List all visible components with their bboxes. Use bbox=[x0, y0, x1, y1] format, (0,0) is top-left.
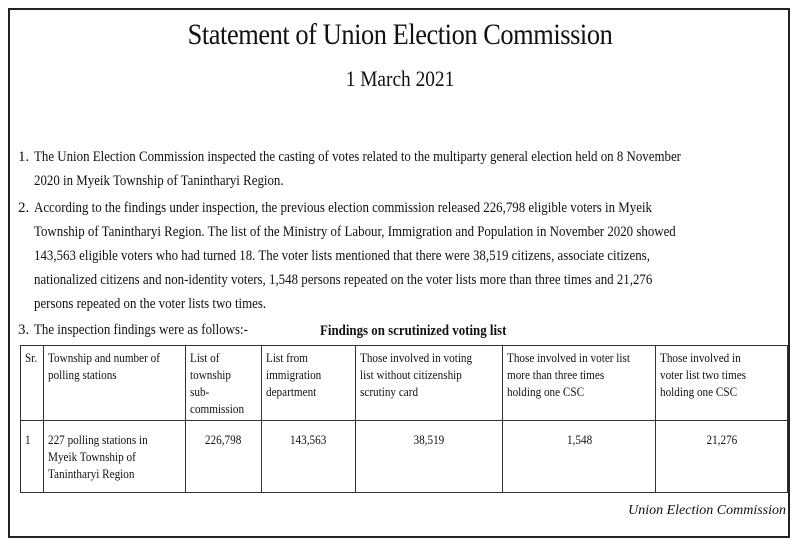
paragraph-1 bbox=[18, 145, 788, 193]
signature: Union Election Commission bbox=[628, 503, 786, 518]
header-immigration: List from immigration department bbox=[261, 346, 355, 421]
paragraph-text: According to the findings under inspection, the previous election commission released 226,798 eligible voters in Myeik Township of Tanintharyi Region. The list of the Ministry of Labour, Immigration and Population in November 2020 showed 143,563 eligible voters who had turned 18. The voter lists mentioned that there were 38,519 citizens, associate citizens, nationalized citizens and non-identity voters, 1,548 persons repeated on the voter lists more than three times and 21,276 persons repeated on the voter lists two times. bbox=[34, 200, 676, 312]
cell-sr: 1 bbox=[21, 421, 44, 493]
cell-two-times: 21,276 bbox=[656, 421, 788, 493]
header-sub-commission: List of township sub-commission bbox=[185, 346, 261, 421]
paragraph-number: 2. bbox=[18, 200, 30, 216]
header-sr: Sr. bbox=[21, 346, 44, 421]
cell-without-csc: 38,519 bbox=[355, 421, 503, 493]
paragraph-number: 1. bbox=[18, 149, 30, 165]
paragraph-number: 3. bbox=[18, 322, 30, 338]
table-row bbox=[21, 421, 788, 493]
cell-township: 227 polling stations in Myeik Township of Tanintharyi Region bbox=[44, 421, 186, 493]
header-without-csc: Those involved in voting list without citizenship scrutiny card bbox=[355, 346, 503, 421]
header-more-than-three: Those involved in voter list more than three times holding one CSC bbox=[503, 346, 656, 421]
paragraph-text: The Union Election Commission inspected the casting of votes related to the multiparty general election held on 8 November 2020 in Myeik Township of Tanintharyi Region. bbox=[34, 149, 681, 189]
cell-sub-commission: 226,798 bbox=[185, 421, 261, 493]
table-title: Findings on scrutinized voting list bbox=[320, 323, 507, 339]
paragraph-2 bbox=[18, 196, 788, 316]
cell-immigration: 143,563 bbox=[261, 421, 355, 493]
findings-table bbox=[20, 345, 788, 493]
statement-date: 1 March 2021 bbox=[345, 66, 455, 91]
paragraph-text: The inspection findings were as follows:- bbox=[34, 322, 248, 338]
cell-more-than-three: 1,548 bbox=[503, 421, 656, 493]
header-two-times: Those involved in voter list two times holding one CSC bbox=[656, 346, 788, 421]
header-township: Township and number of polling stations bbox=[44, 346, 186, 421]
page-title: Statement of Union Election Commission bbox=[187, 18, 613, 51]
table-header-row bbox=[21, 346, 788, 421]
